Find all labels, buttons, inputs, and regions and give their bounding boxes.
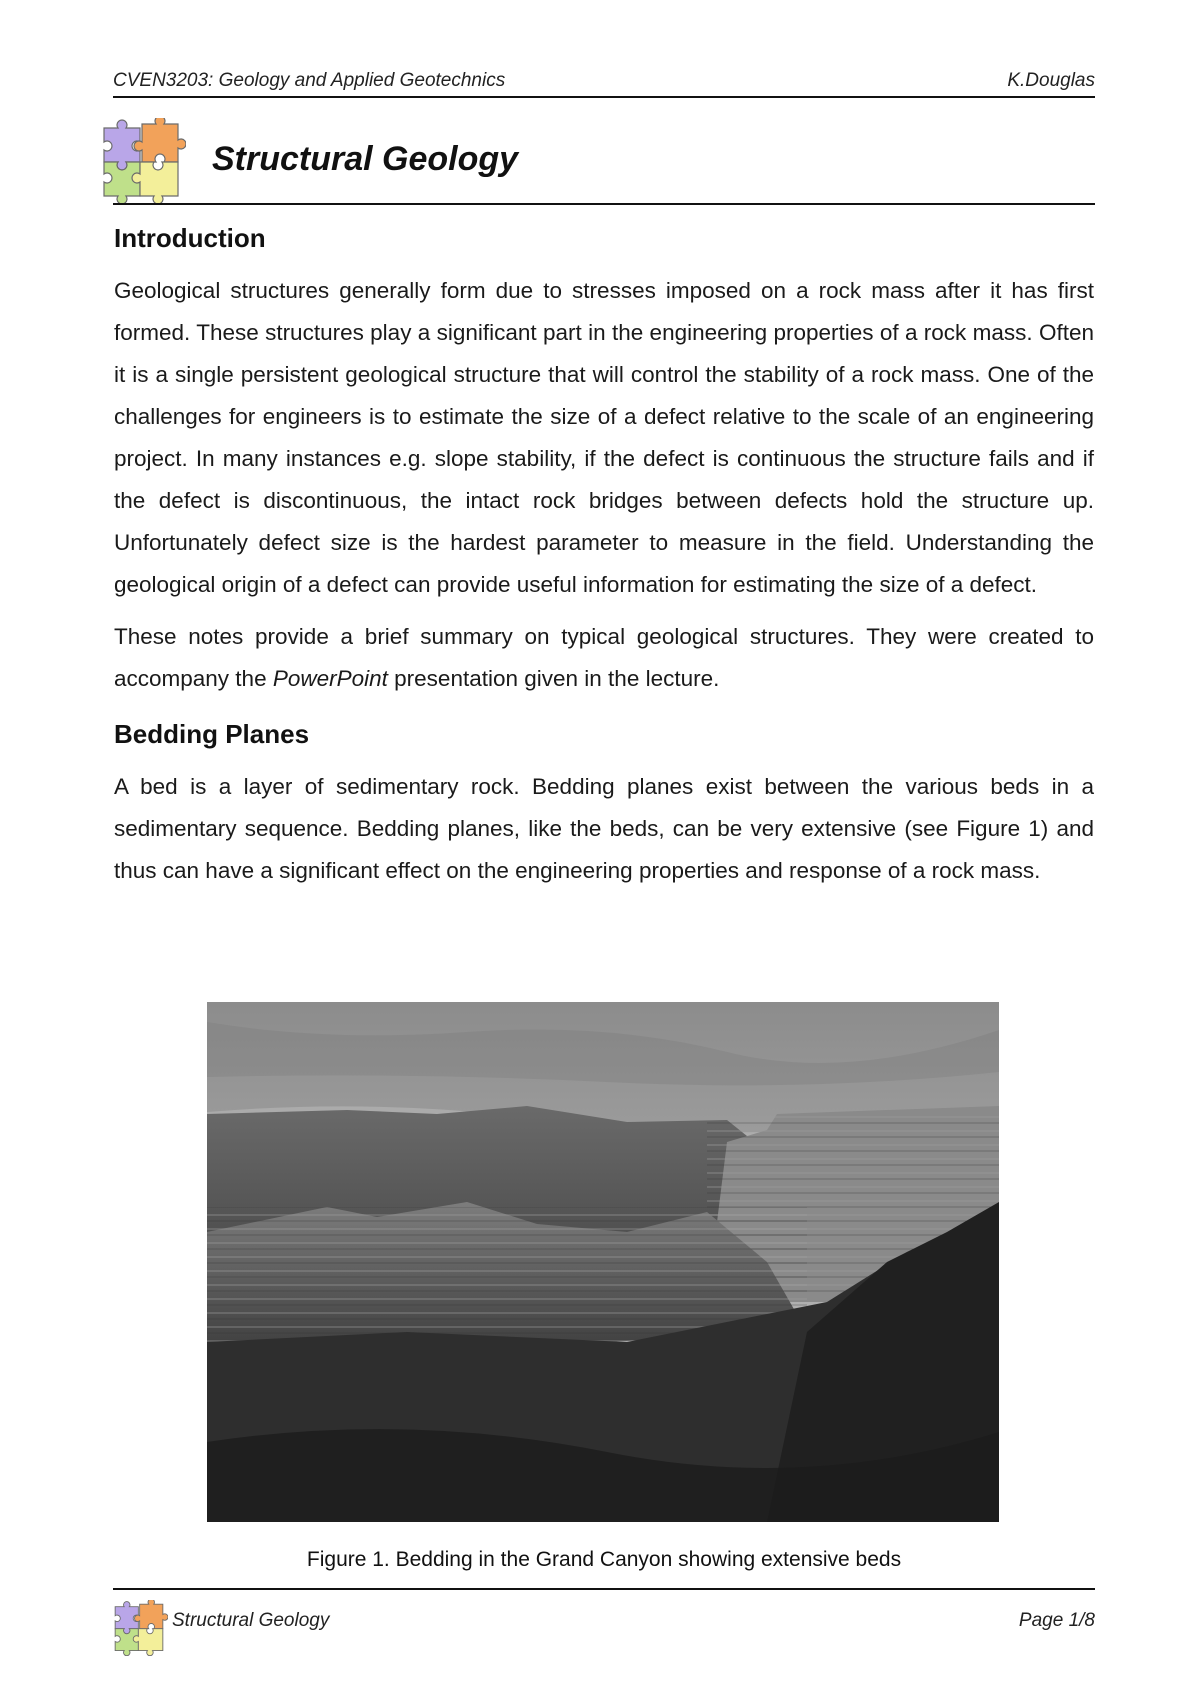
intro-paragraph-2-text-a: These notes provide a brief summary on typical geological structures. They were created to accompany the	[114, 624, 1094, 691]
intro-paragraph-1: Geological structures generally form due to stresses imposed on a rock mass after it has first formed. These structures play a significant part in the engineering properties of a rock mass. Often it is a single persistent geological structure that will control the stability of a rock mass. One of the challenges for engineers is to estimate the size of a defect relative to the scale of an engineering project. In many instances e.g. slope stability, if the defect is continuous the structure fails and if the defect is discontinuous, the intact rock bridges between defects hold the structure up. Unfortunately defect size is the hardest parameter to measure in the field. Understanding the geological origin of a defect can provide useful information for estimating the size of a defect.	[114, 278, 1094, 597]
section-heading-introduction: Introduction	[114, 223, 266, 253]
footer-puzzle-logo-icon	[110, 1600, 168, 1656]
section-heading-bedding-planes: Bedding Planes	[114, 719, 310, 749]
content	[114, 212, 1094, 892]
document-title: Structural Geology	[212, 140, 519, 178]
title-rule	[113, 203, 1095, 205]
footer-rule	[113, 1588, 1095, 1590]
intro-paragraph-2	[114, 616, 1094, 700]
figure-caption: Figure 1. Bedding in the Grand Canyon showing extensive beds	[306, 1548, 902, 1571]
powerpoint-emphasis: PowerPoint	[272, 666, 388, 691]
running-header	[113, 70, 1095, 92]
figure-grand-canyon-photo	[207, 1002, 999, 1522]
puzzle-logo-icon	[96, 118, 186, 204]
footer-page-number: Page 1/8	[1018, 1610, 1095, 1631]
running-footer	[172, 1610, 1095, 1632]
intro-paragraph-2-text-b: presentation given in the lecture.	[387, 666, 720, 691]
header-author: K.Douglas	[1007, 70, 1095, 91]
header-rule	[113, 96, 1095, 98]
header-course: CVEN3203: Geology and Applied Geotechnics	[113, 70, 506, 91]
footer-title: Structural Geology	[172, 1610, 330, 1631]
grand-canyon-image	[207, 1002, 999, 1522]
bedding-paragraph-1: A bed is a layer of sedimentary rock. Bedding planes exist between the various beds in a sedimentary sequence. Bedding planes, like the beds, can be very extensive (see Figure 1) and thus can have a significant effect on the engineering properties and response of a rock mass.	[114, 774, 1094, 883]
